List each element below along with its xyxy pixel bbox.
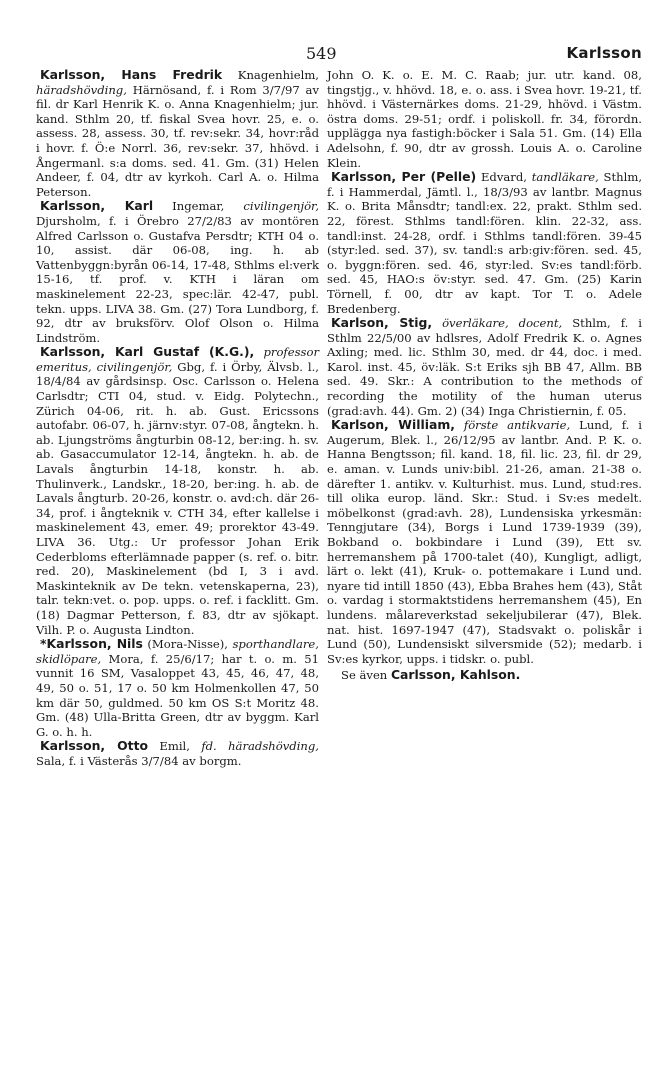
entry-occupation: förste antikvarie,	[463, 418, 571, 433]
entry-text: Härnösand, f. i Rom 3/7/97 av fil. dr Karl Henrik K. o. Anna Knagenhielm; jur. kand. Sthlm 20, tf. fiskal Svea hovr. 25, e. o. assess. 28, assess. 30, tf. rev:sekr. 34, hovr:råd i hovr. f. Ö:e Norrl. 36, rev:sekr. 37, hhövd. i Ångermanl. s:a doms. sed. 41. Gm. (31) Helen Andeer, f. 04, dtr av kyrkoh. Carl A. o. Hilma Peterson.	[36, 82, 319, 199]
entry-name: *Karlsson, Nils	[40, 636, 143, 652]
entry-stig-karlson	[327, 316, 642, 418]
entry-text: John O. K. o. E. M. C. Raab; jur. utr. kand. 08, tingstjg., v. hhövd. 18, e. o. ass. i Svea hovr. 19-21, tf. hhövd. i Västernärkes doms. 21-29, hhövd. i Västm. östra doms. 29-51; ordf. i poliskoll. fr. 34, förordn. upplägga nya fastigh:böcker i Sala 51. Gm. (14) Ella Adelsohn, f. 90, dtr av grossh. Louis A. o. Caroline Klein.	[327, 68, 642, 170]
entry-name: Karlsson, Karl	[40, 198, 154, 214]
see-also-prefix: Se även	[341, 668, 391, 683]
entry-text	[455, 418, 464, 432]
entry-occupation: tandläkare,	[531, 170, 599, 185]
entry-text	[432, 316, 442, 330]
entry-text: Sala, f. i Västerås 3/7/84 av borgm.	[36, 753, 242, 768]
entry-otto-karlsson	[36, 739, 319, 768]
entry-karl-gustaf-karlsson	[36, 345, 319, 637]
entry-name: Karlsson, Per (Pelle)	[331, 169, 477, 185]
entry-nils-karlsson	[36, 637, 319, 739]
entry-name: Karlsson, Karl Gustaf (K.G.),	[40, 344, 255, 360]
entry-name: Karlsson, Hans Fredrik	[40, 67, 223, 82]
page-header	[0, 44, 664, 68]
right-column	[327, 68, 642, 683]
entry-text: (Mora-Nisse),	[142, 637, 233, 652]
entry-text: Lund, f. i Augerum, Blek. l., 26/12/95 av lantbr. And. P. K. o. Hanna Bengtsson; fil. kand. 18, fil. lic. 23, fil. dr 29, e. aman. v. Lunds univ:bibl. 21-26, aman. 21-38 o. därefter 1. antikv. v. Kulturhist. mus. Lund, stud:res. till olika europ. länd. Skr.: Stud. i Sv:es medelt. möbelkonst (grad:avh. 28), Lundensiska yrkesmän: Tenngjutare (34), Borgs i Lund 1739-1939 (39), Bokband o. bokbindare i Lund (39), Ett sv. herremanshem på 1700-talet (40), Kungligt, adligt, lärt o. lekt (41), Kruk- o. pottemakare i Lund und. nyare tid intill 1850 (43), Ebba Brahes hem (43), Ståt o. vardag i stormaktstidens herremanshem (45), En lundens. målareverkstad sekeljubilerar (47), Blek. nat. hist. 1697-1947 (47), Stadsvakt o. poliskår i Lund (50), Lundensiskt silversmide (52); medarb. i Sv:es kyrkor, upps. i tidskr. o. publ.	[327, 418, 643, 666]
page-number: 549	[306, 44, 337, 63]
entry-text: Knagenhielm,	[222, 68, 319, 82]
entry-text: Sthlm, f. i Sthlm 22/5/00 av hdlsres, Adolf Fredrik K. o. Agnes Axling; med. lic. Sthlm 30, med. dr 44, doc. i med. Karol. inst. 45, öv:läk. S:t Eriks sjh BB 47, Allm. BB sed. 49. Skr.: A contribution to the methods of recording the motility of the human uterus (grad:avh. 44). Gm. 2) (34) Inga Christiernin, f. 05.	[327, 316, 642, 418]
entry-occupation: civilingenjör,	[243, 199, 320, 214]
entry-text: Sthlm, f. i Hammerdal, Jämtl. l., 18/3/93 av lantbr. Magnus K. o. Brita Månsdtr; tandl:ex. 22, prakt. Sthlm sed. 22, förest. Sthlms tandl:fören. klin. 22-32, ass. tandl:inst. 24-28, ordf. i Sthlms tandl:fören. 39-45 (styr:led. sed. 37), sv. tandl:s arb:giv:fören. sed. 45, o. byggn:fören. sed. 46, styr:led. Sv:es tandl:förb. sed. 45, HAO:s öv:styr. sed. 47. Gm. (25) Karin Törnell, f. 00, dtr av kapt. Tor T. o. Adele Bredenberg.	[327, 170, 643, 316]
see-also-names: Carlsson, Kahlson.	[390, 667, 521, 683]
entry-occupation: sporthandlare, skidlöpare,	[36, 637, 319, 666]
entry-name: Karlson, William,	[331, 417, 455, 433]
entry-text: Mora, f. 25/6/17; har t. o. m. 51 vunnit 16 SM, Vasaloppet 43, 45, 46, 47, 48, 49, 50 o. 51, 17 o. 50 km Holmenkollen 47, 50 km där 50, guldmed. 50 km OS S:t Moritz 48. Gm. (48) Ulla-Britta Green, dtr av byggm. Karl G. o. h. h.	[36, 651, 319, 739]
entry-occupation: häradshövding,	[36, 82, 127, 97]
entry-otto-karlsson-continued	[327, 68, 642, 170]
entry-occupation: professor emeritus, civilingenjör,	[36, 345, 320, 374]
entry-per-karlsson	[327, 170, 642, 316]
entry-hans-fredrik-karlsson	[36, 68, 319, 199]
running-head: Karlsson	[566, 44, 642, 62]
see-also-reference	[327, 668, 642, 683]
entry-occupation: överläkare, docent,	[442, 316, 563, 331]
entry-text: Gbg, f. i Örby, Älvsb. l., 18/4/84 av gårdsinsp. Osc. Carlsson o. Helena Carlsdtr; CTI 04, stud. v. Eidg. Polytechn., Zürich 04-06, rit. h. ab. Gust. Ericssons autofabr. 06-07, h. järnv:styr. 07-08, ångtekn. h. ab. Ljungströms ångturbin 08-12, ber:ing. h. sv. ab. Gasaccumulator 12-14, ångtekn. h. ab. de Lavals ångturbin 14-18, konstr. h. ab. Thulinverk., Landskr., 18-20, ber:ing. h. ab. de Lavals ångturb. 20-26, konstr. o. avd:ch. där 26-34, prof. i ångteknik v. CTH 34, efter kallelse i maskinelement 43, emer. 49; prorektor 43-49. LIVA 36. Utg.: Ur professor Johan Erik Cederbloms efterlämnade papper (s. ref. o. bitr. red. 20), Maskinelement (bd I, 3 i avd. Maskinteknik av De tekn. vetenskaperna, 23), talr. tekn:vet. o. pop. upps. o. ref. i facklitt. Gm. (18) Dagmar Petterson, f. 83, dtr av sjökapt. Vilh. P. o. Augusta Lindton.	[36, 359, 319, 637]
entry-text: Ingemar,	[153, 199, 244, 214]
entry-william-karlson	[327, 418, 642, 666]
entry-text: Emil,	[148, 739, 202, 754]
left-column	[36, 68, 319, 769]
entry-name: Karlsson, Otto	[40, 738, 149, 754]
entry-occupation: fd. häradshövding,	[201, 739, 319, 754]
entry-name: Karlson, Stig,	[331, 315, 433, 331]
entry-text: Edvard,	[476, 170, 532, 185]
entry-karl-ingemar-karlsson	[36, 199, 319, 345]
entry-text: Djursholm, f. i Örebro 27/2/83 av montören Alfred Carlsson o. Gustafva Persdtr; KTH 04 o. 10, assist. där 06-08, ing. h. ab Vattenbyggn:byrån 06-14, 17-48, Sthlms el:verk 15-16, tf. prof. v. KTH i läran om maskinelement 22-23, spec:lär. 42-47, publ. tekn. upps. LIVA 38. Gm. (27) Tora Lundborg, f. 92, dtr av bruksförv. Olof Olson o. Hilma Lindström.	[36, 213, 319, 345]
